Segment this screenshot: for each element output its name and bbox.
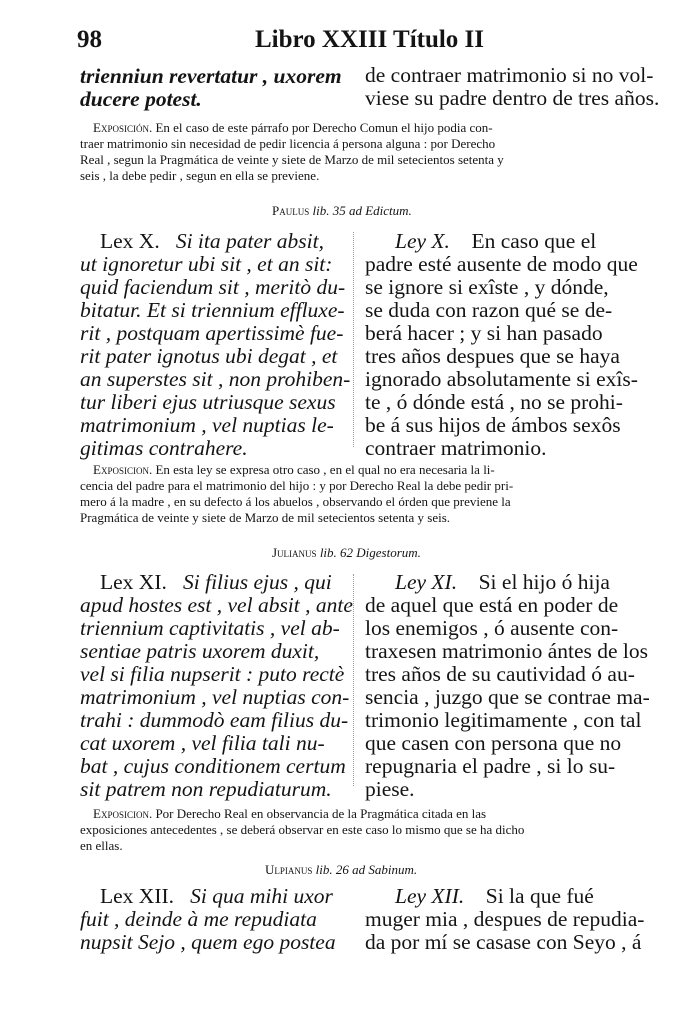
exposition-text: Real , segun la Pragmática de veinte y siete de Marzo de mil setecientos setenta y [80,152,504,167]
exposition-label: Exposicion. [93,462,153,477]
latin-line: gitimas contrahere. [80,436,248,460]
spanish-line: muger mia , despues de repudia- [365,907,645,931]
spanish-line: trimonio legitimamente , con tal [365,708,642,732]
exposition-text: Pragmática de veinte y siete de Marzo de mil setecientos setenta y seis. [80,510,451,525]
spanish-line: tres años de su cautividad ó au- [365,662,635,686]
spanish-line: te , ó dónde está , no se prohi- [365,390,623,414]
lex-10-latin [80,229,351,460]
block1-spanish [365,63,660,113]
spanish-line: de contraer matrimonio si no vol- [365,63,654,87]
column-divider [353,574,354,786]
exposition-1 [80,120,632,190]
exposition-text: en ellas. [80,838,123,853]
ley-heading: Ley XI. [395,570,458,594]
spanish-line: da por mí se casase con Seyo , á [365,930,642,954]
latin-line: ducere potest. [80,87,202,111]
lex-12-spanish [365,884,645,956]
lex-11-latin [80,570,353,801]
exposition-text: En el caso de este párrafo por Derecho Comun el hijo podia con- [155,120,493,135]
source-citation [265,862,417,878]
spanish-line: se ignore si exîste , y dónde, [365,275,609,299]
latin-line: sit patrem non repudiaturum. [80,777,332,801]
ley-heading: Ley X. [395,229,450,253]
spanish-line: los enemigos , ó ausente con- [365,616,619,640]
block1-latin [80,64,342,114]
latin-line: rit , postquam apertissimè fue- [80,321,344,345]
source-ref: lib. 62 Digestorum. [319,545,421,560]
exposition-text: cencia del padre para el matrimonio del hijo : y por Derecho Real la debe pedir pri- [80,478,514,493]
source-ref: lib. 26 ad Sabinum. [315,862,418,877]
spanish-line: traxesen matrimonio ántes de los [365,639,649,663]
spanish-line: berá hacer ; y si han pasado [365,321,603,345]
spanish-line: tres años despues que se haya [365,344,620,368]
source-author: Ulpianus [265,862,313,877]
latin-line: fuit , deinde à me repudiata [80,907,317,931]
exposition-2 [80,462,632,532]
latin-line: nupsit Sejo , quem ego postea [80,930,336,954]
exposition-text: seis , la debe pedir , segun en ella se previene. [80,168,320,183]
latin-line: bitatur. Et si triennium effluxe- [80,298,345,322]
running-title: Libro XXIII Título II [255,26,485,53]
spanish-line: padre esté ausente de modo que [365,252,638,276]
exposition-label: Exposición. [93,120,153,135]
latin-line: quid faciendum sit , meritò du- [80,275,346,299]
spanish-line: repugnaria el padre , si lo su- [365,754,616,778]
latin-line: matrimonium , vel nuptias le- [80,413,334,437]
latin-line: bat , cujus conditionem certum [80,754,346,778]
lex-heading: Lex X. [100,229,160,253]
exposition-text: Por Derecho Real en observancia de la Pragmática citada en las [155,806,487,821]
exposition-text: mero á la madre , en su defecto á los abuelos , observando el órden que previene la [80,494,511,509]
latin-line: ut ignoretur ubi sit , et an sit: [80,252,333,276]
latin-line: cat uxorem , vel filia tali nu- [80,731,325,755]
latin-line: Si filius ejus , qui [183,570,332,594]
spanish-line: be á sus hijos de ámbos sexôs [365,413,621,437]
exposition-3 [80,806,632,858]
source-citation [272,545,421,561]
spanish-line: Si el hijo ó hija [478,570,610,594]
page-number: 98 [77,26,102,53]
latin-line: an superstes sit , non prohiben- [80,367,351,391]
exposition-text: traer matrimonio sin necesidad de pedir licencia á persona alguna : por Derecho [80,136,496,151]
spanish-line: se duda con razon qué se de- [365,298,613,322]
column-divider [353,232,354,447]
source-author: Julianus [272,545,317,560]
spanish-line: viese su padre dentro de tres años. [365,86,660,110]
spanish-line: Si la que fué [485,884,594,908]
spanish-line: En caso que el [471,229,597,253]
latin-line: apud hostes est , vel absit , ante [80,593,353,617]
exposition-text: exposiciones antecedentes , se deberá observar en este caso lo mismo que se ha dicho [80,822,525,837]
source-ref: lib. 35 ad Edictum. [312,203,412,218]
exposition-label: Exposicion. [93,806,153,821]
source-citation [272,203,412,219]
lex-heading: Lex XI. [100,570,167,594]
latin-line: vel si filia nupserit : puto rectè [80,662,345,686]
latin-line: trahi : dummodò eam filius du- [80,708,349,732]
spanish-line: ignorado absolutamente si exîs- [365,367,638,391]
latin-line: rit pater ignotus ubi degat , et [80,344,338,368]
spanish-line: sencia , juzgo que se contrae ma- [365,685,650,709]
latin-line: triennium captivitatis , vel ab- [80,616,340,640]
latin-line: matrimonium , vel nuptias con- [80,685,350,709]
lex-11-spanish [365,570,650,801]
ley-heading: Ley XII. [395,884,465,908]
lex-12-latin [80,884,342,956]
latin-line: tur liberi ejus utriusque sexus [80,390,336,414]
latin-line: sentiae patris uxorem duxit, [80,639,320,663]
source-author: Paulus [272,203,310,218]
latin-line: trienniun revertatur , uxorem [80,64,342,88]
lex-heading: Lex XII. [100,884,175,908]
lex-10-spanish [365,229,638,460]
latin-line: Si qua mihi uxor [190,884,333,908]
spanish-line: de aquel que está en poder de [365,593,619,617]
spanish-line: piese. [365,777,415,801]
spanish-line: contraer matrimonio. [365,436,547,460]
latin-line: Si ita pater absit, [175,229,324,253]
spanish-line: que casen con persona que no [365,731,622,755]
exposition-text: En esta ley se expresa otro caso , en el qual no era necesaria la li- [155,462,495,477]
